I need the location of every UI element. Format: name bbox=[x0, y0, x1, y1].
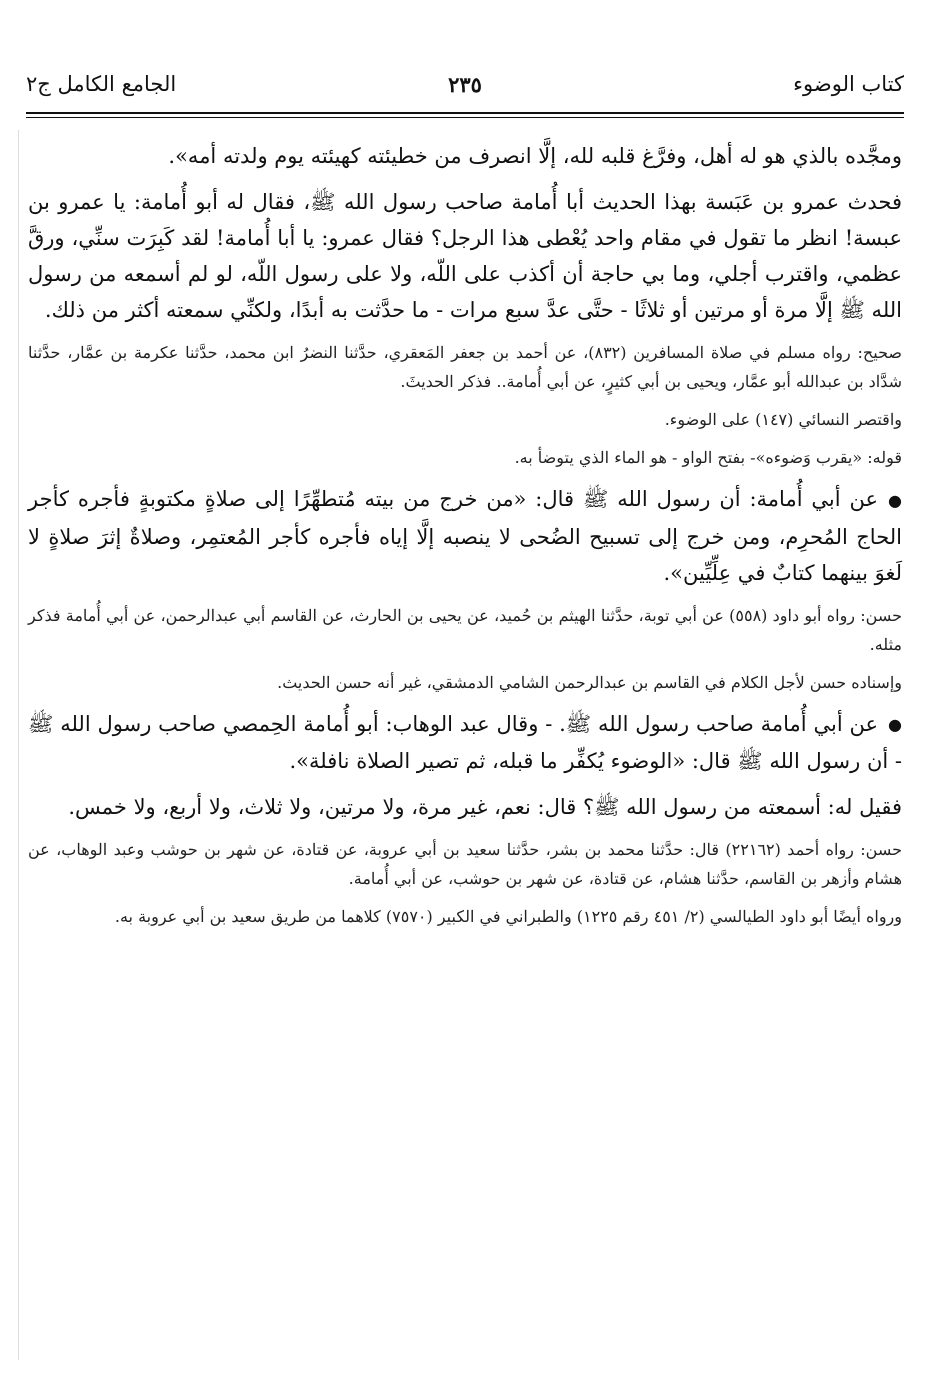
page-edge-line bbox=[18, 130, 19, 1360]
page-body bbox=[28, 138, 902, 940]
grading-note: وإسناده حسن لأجل الكلام في القاسم بن عبدالرحمن الشامي الدمشقي، غير أنه حسن الحديث. bbox=[277, 672, 902, 692]
takhrij-note: ورواه أيضًا أبو داود الطيالسي (٢/ ٤٥١ رقم ١٢٢٥) والطبراني في الكبير (٧٥٧٠) كلاهما من طريق سعيد بن أبي عروبة به. bbox=[114, 907, 902, 926]
chapter-title: كتاب الوضوء bbox=[793, 72, 904, 96]
hadith-narration: فقيل له: أسمعته من رسول الله ﷺ؟ قال: نعم، غير مرة، ولا مرتين، ولا ثلاث، ولا أربع، ولا خمس. bbox=[68, 795, 902, 819]
bullet-icon: ● bbox=[888, 715, 902, 734]
takhrij-note: حسن: رواه أحمد (٢٢١٦٢) قال: حدَّثنا محمد بن بشر، حدَّثنا سعيد بن أبي عروبة، عن قتادة، عن شهر بن حوشب وعبد الوهاب، عن هشام وأزهر بن القاسم، حدَّثنا هشام، عن قتادة، عن شهر بن حوشب، عن أبي أُمامة. bbox=[28, 840, 903, 888]
hadith-narration: فحدث عمرو بن عَبَسة بهذا الحديث أبا أُمامة صاحب رسول الله ﷺ، فقال له أبو أُمامة: يا عمرو بن عبسة! انظر ما تقول في مقام واحد يُعْطى هذا الرجل؟ فقال عمرو: يا أبا أُمامة! لقد كَبِرَت سنِّي، ورقَّ عظمي، واقترب أجلي، وما بي حاجة أن أكذب على اللّه، ولا على رسول اللّه، لو لم أسمعه من رسول الله ﷺ إلَّا مرة أو مرتين أو ثلاثًا - حتَّى عدَّ سبع مرات - ما حدَّثت به أبدًا، ولكنِّي سمعته أكثر من ذلك. bbox=[28, 190, 903, 322]
hadith-text: ●عن أبي أُمامة صاحب رسول الله ﷺ. - وقال عبد الوهاب: أبو أُمامة الحِمصي صاحب رسول الله ﷺ - أن رسول الله ﷺ قال: «الوضوء يُكفِّر ما قبله، ثم تصير الصلاة نافلة». bbox=[28, 706, 902, 780]
running-header bbox=[26, 72, 904, 106]
header-rule-thick bbox=[26, 112, 904, 114]
takhrij-note: صحيح: رواه مسلم في صلاة المسافرين (٨٣٢)، عن أحمد بن جعفر المَعقري، حدَّثنا النضرُ ابن محمد، حدَّثنا عكرمة بن عمَّار، حدَّثنا شدَّاد بن عبدالله أبو عمَّار، ويحيى بن أبي كثيرٍ، عن أبي أُمامة.. فذكر الحديثَ. bbox=[28, 343, 902, 391]
hadith-text: ●عن أبي أُمامة: أن رسول الله ﷺ قال: «من خرج من بيته مُتطهِّرًا إلى صلاةٍ مكتوبةٍ فأجره كأجر الحاج المُحرِم، ومن خرج إلى تسبيح الضُحى لا ينصبه إلَّا إياه فأجره كأجر المُعتمِر، وصلاةٌ إثرَ صلاةٍ لا لَغوَ بينهما كتابٌ في عِلِّيِّين». bbox=[28, 481, 902, 591]
hadith-text-continuation: ومجَّده بالذي هو له أهل، وفرَّغ قلبه لله، إلَّا انصرف من خطيئته كهيئته يوم ولدته أمه». bbox=[168, 144, 902, 168]
page-number: ٢٣٥ bbox=[448, 72, 482, 97]
explanation-note: قوله: «يقرب وَضوءه»- بفتح الواو - هو الماء الذي يتوضأ به. bbox=[514, 448, 902, 467]
takhrij-note: حسن: رواه أبو داود (٥٥٨) عن أبي توبة، حدَّثنا الهيثم بن حُميد، عن يحيى بن الحارث، عن القاسم أبي عبدالرحمن، عن أبي أُمامة فذكر مثله. bbox=[28, 605, 903, 654]
bullet-icon: ● bbox=[888, 490, 902, 510]
book-title: الجامع الكامل ج٢ bbox=[26, 72, 177, 96]
takhrij-note: واقتصر النسائي (١٤٧) على الوضوء. bbox=[664, 410, 902, 429]
header-rule-thin bbox=[26, 117, 904, 118]
